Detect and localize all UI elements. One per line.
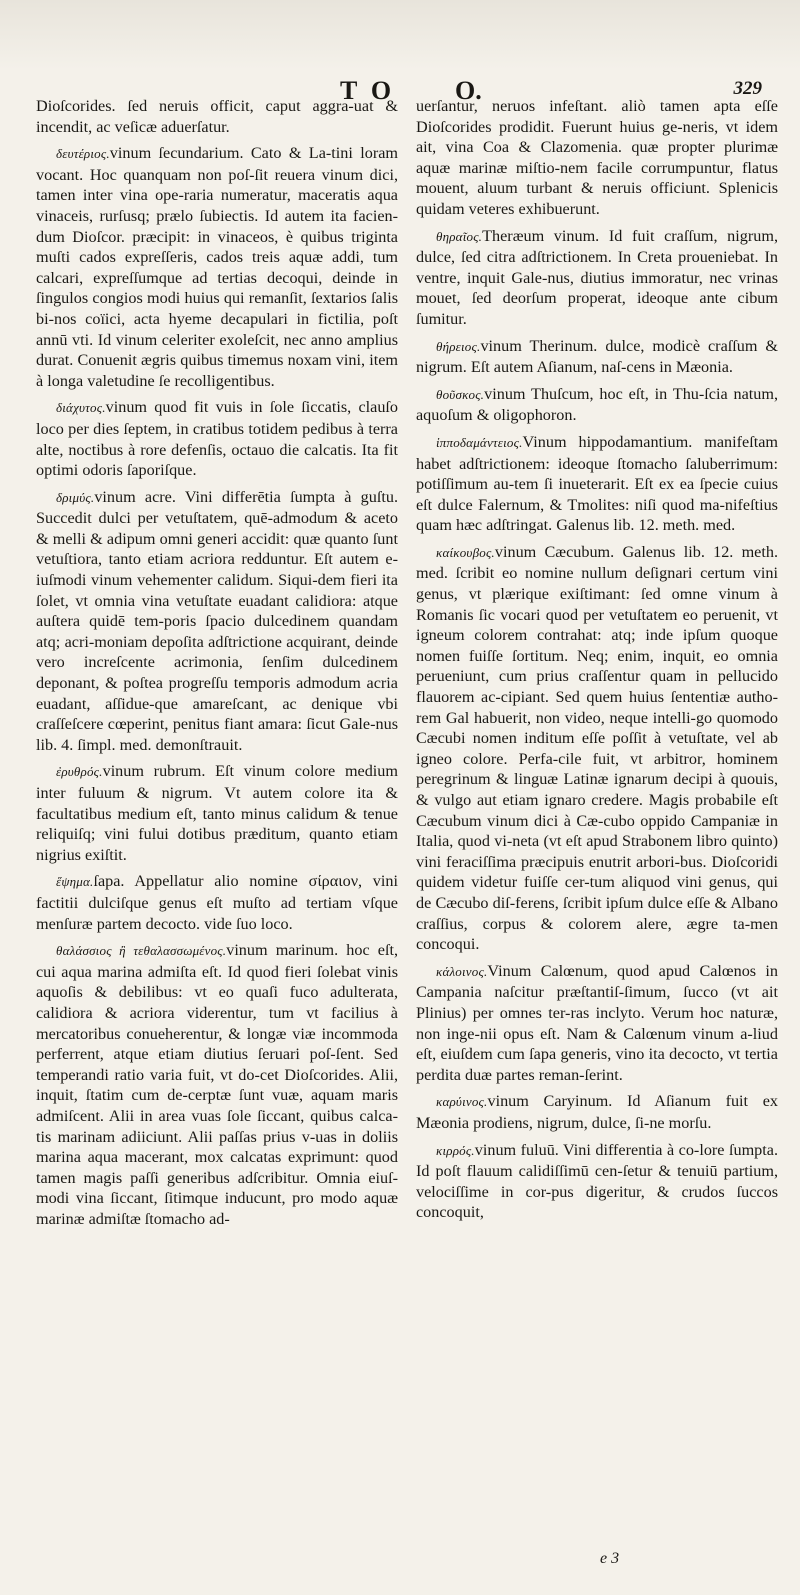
greek-headword: θήρειος. [436, 338, 481, 354]
dictionary-entry [36, 397, 398, 480]
entry-text: vinum Therinum. dulce, modicè craſſum & nigrum. Eſt autem Aſianum, naſ-cens in Mæonia. [416, 336, 778, 377]
continued-text [416, 96, 778, 220]
continued-text [36, 96, 398, 137]
dictionary-entry [36, 940, 398, 1229]
entry-text: ſapa. Appellatur alio nomine σίραιον, vini factitii dulciſque genus eſt muſto ad tertiam vſque menſuræ partem decocto. vide ſuo loco. [36, 872, 398, 933]
signature-mark: e 3 [600, 1550, 620, 1567]
dictionary-entry [36, 871, 398, 934]
greek-headword: ἱπποδαμάντειος. [436, 434, 523, 450]
entry-text: vinum marinum. hoc eſt, cui aqua marina admiſta eſt. Id quod fieri ſolebat vinis aquoſis & debilibus: vt eo quaſi fuco adulterata, calidiora & acriora viderentur, tum vt facilius à mercatoribus conueherentur, & longæ viæ incommoda perferrent, atque etiam diutius ſeruari poſ-ſent. Sed temperandi ratio varia fuit, vt do-cet Dioſcorides. Alii, inquit, ſtatim cum de-cerptæ ſunt vuæ, aquam maris admiſcent. Alii in area vuas ſole ſiccant, quibus calca-tis marinam adiiciunt. Alii paſſas prius v-uas in doliis marina aqua macerant, mox calcatas exprimunt: quod tamen magis paſſi generibus adſcribitur. Omnia eiuſ-modi vina ſiccant, ſitimque inducunt, pro modo aquæ marinæ admiſtæ ſtomacho ad- [36, 941, 398, 1228]
left-column [36, 96, 398, 1235]
dictionary-entry [416, 961, 778, 1086]
dictionary-entry [416, 432, 778, 536]
entry-text: Dioſcorides. ſed neruis officit, caput aggra-uat & incendit, ac veſicæ aduerſatur. [36, 97, 398, 136]
greek-headword: διάχυτος. [56, 400, 106, 416]
entry-text: vinum quod fit vuis in ſole ſiccatis, clauſo loco per dies ſeptem, in cratibus totidem pedibus à terra alte, noctibus à rore defenſis, octauo die calcatis. Ita fit optimi odoris ſaporiſque. [36, 398, 398, 480]
greek-headword: καρύινος. [436, 1094, 488, 1110]
top-shadow [0, 0, 800, 70]
entry-text: vinum ſecundarium. Cato & La-tini loram vocant. Hoc quanquam non poſ-ſit reuera vinum dici, tamen inter vina ope-raria numeratur, maceratis aqua vinaceis, rurſusq; prælo ſubiectis. Id autem ita facien-dum Dioſcor. præcipit: in vinaceos, è quibus triginta muſti cados expreſſeris, cados treis aquæ addi, tum calcari, expreſſumque ad tertias decoqui, deinde in ſingulos congios modi huius qui remanſit, ſextarios ſalis bi-nos coïici, acta hyeme decapulari in fictilia, poſt annū vti. Id vinum celeriter exoleſcit, nec anno amplius durat. Conuenit ægris quibus timemus noxam vini, item à longa valetudine ſe recolligentibus. [36, 144, 398, 390]
dictionary-entry [36, 143, 398, 391]
page-number: 329 [733, 78, 762, 99]
greek-headword: θοῦσκος. [436, 386, 485, 402]
greek-headword: ἕψημα. [56, 874, 94, 890]
greek-headword: θαλάσσιος ἢ τεθαλασσωμένος. [56, 943, 227, 959]
dictionary-entry [416, 384, 778, 426]
dictionary-entry [416, 1140, 778, 1223]
entry-text: Theræum vinum. Id fuit craſſum, nigrum, dulce, ſed citra adſtrictionem. In Creta proueniebat. In ventre, inquit Gale-nus, diutius immoratur, nec vrinas mouet, ſed deorſum properat, ideoque ante cibum ſumitur. [416, 226, 778, 328]
entry-text: vinum Thuſcum, hoc eſt, in Thu-ſcia natum, aquoſum & oligophoron. [416, 384, 778, 425]
entry-text: vinum Caryinum. Id Aſianum fuit ex Mæonia prodiens, nigrum, dulce, ſi-ne morſu. [416, 1092, 778, 1132]
entry-text: vinum rubrum. Eſt vinum colore medium inter fuluum & nigrum. Vt autem colore ita & facultatibus medium eſt, tanto minus calidum & tenue reliquiſq; vini fului dotibus præditum, quanto etiam nigrius exiſtit. [36, 762, 398, 864]
dictionary-entry [416, 226, 778, 330]
dictionary-entry [416, 1091, 778, 1133]
entry-text: vinum Cæcubum. Galenus lib. 12. meth. med. ſcribit eo nomine nullum deſignari certum vini genus, vt plærique exiſtimant: ſed omne vinum à Romanis ſic vocari quod per vetuſtatem eo peruenit, vt igneum colorem contrahat: atq; inde ipſum quoque nomen fuiſſe ſortitum. Neq; enim, inquit, eo omnia perueniunt, cum prius craſſentur quam in pellucido flauorem ac-cipiant. Sed quem huius ſententiæ autho-rem Gal habuerit, non video, neque intelli-go quomodo Cæcubi nomen inditum eſſe poſſit à vetuſtate, vel ab igneo colore. Perfa-cile fuit, vt arbitror, hominem peregrinum & linguæ Latinæ ignarum decipi à quouis, & vulgo aut etiam ignaro credere. Magis probabile eſt Cæcubum vinum dici à Cæ-cubo oppido Campaniæ in Italia, quod vi-neta (vt eſt apud Strabonem libro quinto) vini feraciſſima præcipuis enutrit arbori-bus. Dioſcoridi quidem videtur fuiſſe cer-tum aliquod vini genus, qui de Cæcubo diſ-ferens, ſcribit ipſum dulce eſſe & Albano craſſius, corpus & colorem alere, ægre ta-men concoqui. [416, 542, 778, 954]
greek-headword: ἐρυθρός. [56, 764, 103, 780]
dictionary-entry [416, 336, 778, 378]
entry-text: uerſantur, neruos infeſtant. aliò tamen apta eſſe Dioſcorides prodidit. Fuerunt huius ge-neris, vt idem ait, vina Coa & Clazomenia. quæ propter plurimæ aquæ marinæ miſtio-nem facile corrumpuntur, flatus mouent, aluum turbant & neruis officiunt. Splenicis quidam veteres exhibuerunt. [416, 97, 778, 218]
right-column [416, 96, 778, 1229]
greek-headword: κάλοινος. [436, 963, 488, 979]
dictionary-entry [36, 761, 398, 865]
running-head-left: TO [340, 76, 406, 105]
dictionary-entry [416, 542, 778, 955]
entry-text: vinum fuluū. Vini differentia à co-lore ſumpta. Id poſt flauum calidiſſimū cen-ſetur & tenuiū partium, velociſſime in cor-pus digeritur, & crudos ſuccos concoquit, [416, 1140, 778, 1222]
greek-headword: θηραῖος. [436, 228, 483, 244]
greek-headword: καίκουβος. [436, 544, 495, 560]
greek-headword: δευτέριος. [56, 146, 110, 162]
entry-text: Vinum hippodamantium. manifeſtam habet adſtrictionem: ideoque ſtomacho ſaluberrimum: potiſſimum au-tem ſi inueterarit. Eſt ex ea ſpecie cuius eſt dulce Falernum, & Tmolites: niſi quod ma-nifeſtius quam hæc adſtringat. Galenus lib. 12. meth. med. [416, 432, 778, 535]
greek-headword: δριμύς. [56, 489, 95, 505]
dictionary-entry [36, 487, 398, 756]
entry-text: vinum acre. Vini differētia ſumpta à guſtu. Succedit dulci per vetuſtatem, quē-admodum & aceto & melli & adipum omni generi accidit: quæ quanto ſunt vetuſtiora, tanto etiam acriora redduntur. Eſt autem e-iuſmodi vinum vehementer calidum. Siqui-dem fieri ita ſolet, vt omnia vina vetuſtate euadant calidiora: atque auſtera quidē tem-poris ſpacio dulcedinem quandam atq; acri-moniam depoſita adſtrictione acquirant, deinde vero increſcente acrimonia, ſenſim dulcedinem deponant, & poſtea progreſſu temporis admodum acria euadant, aſſidue-que amareſcant, ac denique vbi craſſeſcere cœperint, penitus fiant amara: ſicut Gale-nus lib. 4. ſimpl. med. demonſtrauit. [36, 487, 398, 754]
entry-text: Vinum Calœnum, quod apud Calœnos in Campania naſcitur præſtantiſ-ſimum, ſucco (vt ait Plinius) per omnes ter-ras inclyto. Verum hoc naturæ, non inge-nii opus eſt. Nam & Calœnum vinum a-liud eſt, eiuſdem cum ſapa generis, vino ita decocto, vt tertia perdita duæ partes reman-ſerint. [416, 961, 778, 1084]
running-head-right: O. [455, 76, 482, 105]
greek-headword: κιρρός. [436, 1142, 475, 1158]
